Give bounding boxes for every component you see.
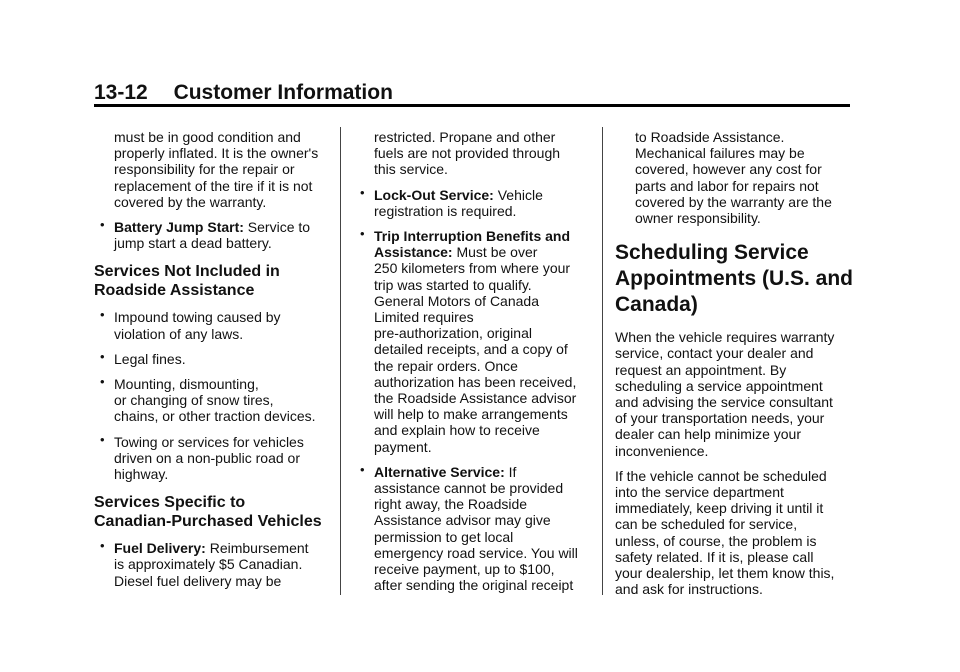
bullet-icon: •	[100, 307, 105, 323]
fuel-continuation: restricted. Propane and other fuels are not provided through this service.	[374, 129, 561, 178]
paragraph-warranty-service: When the vehicle requires warranty service, contact your dealer and request an appointment. By scheduling a service appointment and advising the service consultant of your transportation needs, your dealer can help minimize your inconvenience.	[615, 329, 835, 459]
heading-scheduling-service: Scheduling Service Appointments (U.S. and Canada)	[615, 241, 853, 317]
roadside-continuation: to Roadside Assistance. Mechanical failures may be covered, however any cost for parts and labor for repairs not covered by the warranty are the owner responsibility.	[635, 129, 832, 227]
bullet-icon: •	[100, 374, 105, 390]
bullet-icon: •	[360, 226, 365, 242]
heading-services-canadian: Services Specific to Canadian-Purchased Vehicles	[94, 494, 322, 531]
list-item: • Legal fines.	[100, 348, 186, 367]
list-item-trip-interruption: • Trip Interruption Benefits and Assistance: Must be over 250 kilometers from where your trip was started to qualify. General Motors of Canada Limited requires pre-authorization, original detailed receipts, and a copy of the repair orders. Once authorization has been received, the Roadside Assistance advisor will help to make arrangements and explain how to receive payment.	[360, 226, 577, 455]
section-title: Customer Information	[173, 81, 393, 104]
list-item: • Impound towing caused by violation of any laws.	[100, 307, 281, 342]
bullet-icon: •	[100, 431, 105, 447]
bullet-icon: •	[100, 538, 105, 554]
page-header	[94, 80, 850, 106]
list-item: • Towing or services for vehicles driven on a non-public road or highway.	[100, 431, 304, 483]
bullet-icon: •	[360, 461, 365, 477]
header-rule	[94, 104, 850, 107]
column-divider-1	[340, 127, 341, 595]
bullet-icon: •	[100, 217, 105, 233]
page-number: 13-12	[94, 81, 148, 104]
list-item: • Mounting, dismounting, or changing of snow tires, chains, or other traction devices.	[100, 374, 316, 425]
heading-services-not-included: Services Not Included in Roadside Assistance	[94, 263, 280, 300]
column-2	[354, 129, 592, 593]
paragraph-cannot-be-scheduled: If the vehicle cannot be scheduled into the service department immediately, keep driving it until it can be scheduled for service, unless, of course, the problem is safety related. If it is, please call your dealership, let them know this, and ask for instructions.	[615, 467, 835, 598]
column-1	[94, 129, 326, 589]
list-item-fuel-delivery: • Fuel Delivery: Reimbursement is approximately $5 Canadian. Diesel fuel delivery may be	[100, 538, 309, 589]
list-item-alternative-service: • Alternative Service: If assistance cannot be provided right away, the Roadside Assistance advisor may give permission to get local emergency road service. You will receive payment, up to $100, after sending the original receipt	[360, 461, 578, 594]
column-divider-2	[602, 127, 603, 595]
bullet-icon: •	[360, 184, 365, 200]
column-3	[615, 129, 855, 597]
list-item-battery-jump-start: • Battery Jump Start: Service to jump start a dead battery.	[100, 217, 311, 252]
list-item-lock-out-service: • Lock-Out Service: Vehicle registration is required.	[360, 184, 543, 219]
tire-continuation: must be in good condition and properly inflated. It is the owner's responsibility for the repair or replacement of the tire if it is not covered by the warranty.	[114, 129, 319, 210]
bullet-icon: •	[100, 348, 105, 364]
